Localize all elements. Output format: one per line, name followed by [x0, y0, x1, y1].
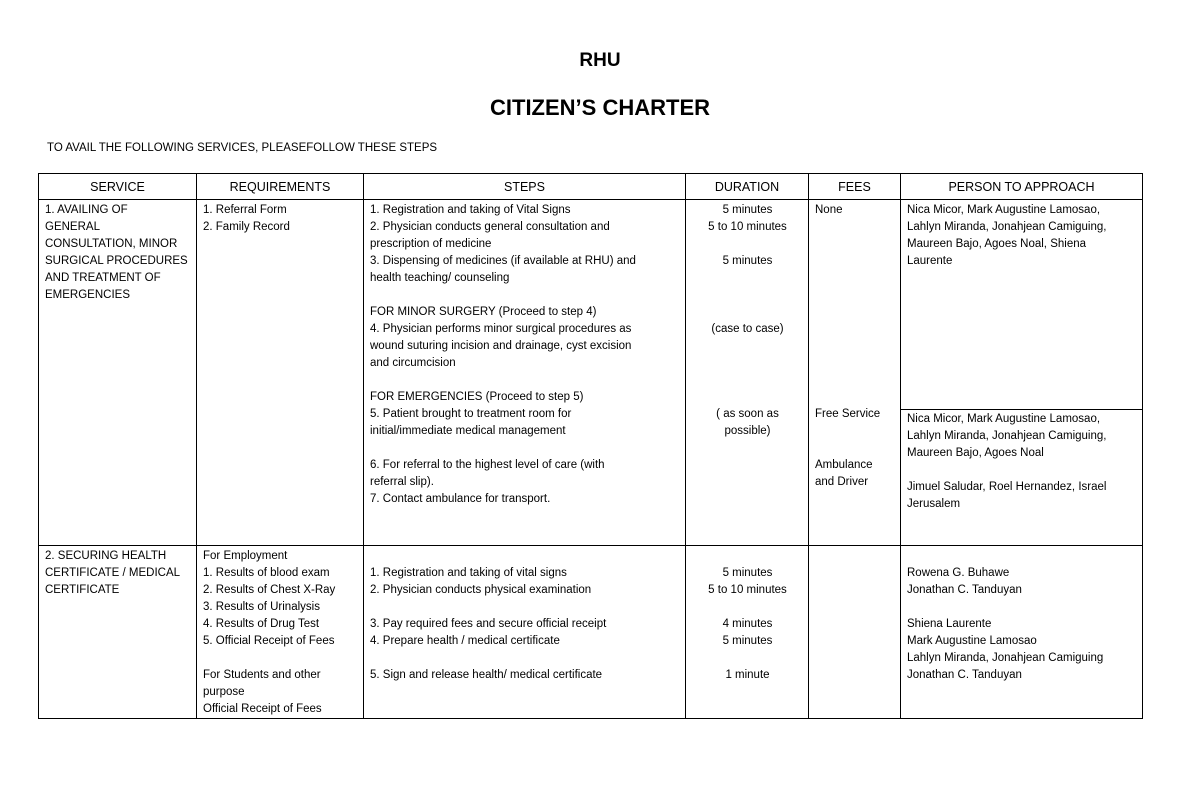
instruction-text: TO AVAIL THE FOLLOWING SERVICES, PLEASEFOLLOW THESE STEPS [47, 142, 438, 154]
cell-line [370, 440, 680, 457]
duration-cell [686, 200, 809, 546]
cell-line [815, 270, 895, 287]
person-lines-top [907, 202, 1137, 270]
person-cell [901, 546, 1143, 719]
cell-line: Jimuel Saludar, Roel Hernandez, Israel [907, 481, 1107, 493]
column-header-duration: DURATION [686, 174, 809, 200]
cell-line: Rowena G. Buhawe [907, 567, 1010, 579]
cell-line [907, 548, 1137, 565]
cell-line: 5 minutes [722, 255, 773, 267]
cell-line [815, 287, 895, 304]
cell-line: None [815, 204, 843, 216]
cell-line: Mark Augustine Lamosao [907, 635, 1037, 647]
cell-line [692, 270, 803, 287]
cell-line [692, 236, 803, 253]
cell-line: For Students and other [203, 669, 321, 681]
cell-line [692, 304, 803, 321]
cell-line: 5. Sign and release health/ medical certificate [370, 669, 603, 681]
cell-line [692, 287, 803, 304]
cell-line: 3. Dispensing of medicines (if available at RHU) and [370, 255, 636, 267]
cell-line [692, 355, 803, 372]
cell-line: 6. For referral to the highest level of care (with [370, 459, 605, 471]
cell-line [370, 548, 680, 565]
cell-line: Jerusalem [907, 498, 961, 510]
steps-lines [370, 548, 680, 684]
cell-line: Nica Micor, Mark Augustine Lamosao, [907, 204, 1101, 216]
requirements-cell [197, 200, 364, 546]
cell-line: Maureen Bajo, Agoes Noal [907, 447, 1044, 459]
cell-line: 5 minutes [722, 567, 773, 579]
cell-line: 2. Results of Chest X-Ray [203, 584, 336, 596]
cell-line: GENERAL [45, 221, 100, 233]
requirements-lines [203, 202, 358, 236]
cell-line: initial/immediate medical management [370, 425, 566, 437]
fees-cell [809, 200, 901, 546]
cell-line [815, 321, 895, 338]
cell-line [692, 548, 803, 565]
person-lines [907, 548, 1137, 684]
cell-line [692, 389, 803, 406]
table-header-row [39, 174, 1143, 200]
cell-line: FOR MINOR SURGERY (Proceed to step 4) [370, 306, 597, 318]
cell-line: 1. Referral Form [203, 204, 287, 216]
cell-line: Laurente [907, 255, 953, 267]
cell-line: 2. SECURING HEALTH [45, 550, 167, 562]
duration-lines [692, 202, 803, 440]
cell-line: FOR EMERGENCIES (Proceed to step 5) [370, 391, 584, 403]
cell-line: and Driver [815, 476, 869, 488]
cell-line: 4 minutes [722, 618, 773, 630]
cell-line [815, 423, 895, 440]
cell-line [815, 440, 895, 457]
cell-line: 4. Physician performs minor surgical procedures as [370, 323, 632, 335]
service-lines [45, 548, 191, 599]
cell-line: Official Receipt of Fees [203, 703, 322, 715]
requirements-cell [197, 546, 364, 719]
cell-line: CERTIFICATE / MEDICAL [45, 567, 181, 579]
cell-line [370, 650, 680, 667]
cell-line: CERTIFICATE [45, 584, 120, 596]
cell-line: EMERGENCIES [45, 289, 130, 301]
cell-line: 5 minutes [722, 635, 773, 647]
cell-line: 1 minute [725, 669, 770, 681]
cell-line: 1. Registration and taking of Vital Signs [370, 204, 571, 216]
cell-line: 7. Contact ambulance for transport. [370, 493, 551, 505]
cell-line: ( as soon as [716, 408, 779, 420]
table-row [39, 546, 1143, 719]
citizens-charter-table [38, 173, 1143, 719]
cell-line: Lahlyn Miranda, Jonahjean Camiguing, [907, 430, 1107, 442]
cell-line: AND TREATMENT OF [45, 272, 161, 284]
cell-line [692, 650, 803, 667]
cell-line [370, 372, 680, 389]
cell-line: purpose [203, 686, 245, 698]
cell-line [692, 372, 803, 389]
person-group-bottom [901, 410, 1142, 517]
cell-line: (case to case) [711, 323, 784, 335]
steps-cell [364, 200, 686, 546]
cell-line: health teaching/ counseling [370, 272, 510, 284]
cell-line: 2. Family Record [203, 221, 290, 233]
person-lines-bottom [907, 411, 1137, 513]
cell-line: possible) [724, 425, 771, 437]
cell-line: 2. Physician conducts general consultation and [370, 221, 610, 233]
cell-line: 4. Results of Drug Test [203, 618, 320, 630]
cell-line: Nica Micor, Mark Augustine Lamosao, [907, 413, 1101, 425]
person-group-top [901, 200, 1142, 410]
cell-line [370, 287, 680, 304]
cell-line: referral slip). [370, 476, 434, 488]
document-subtitle: CITIZEN’S CHARTER [490, 95, 710, 120]
cell-line: SURGICAL PROCEDURES [45, 255, 188, 267]
person-cell [901, 200, 1143, 546]
cell-line: 2. Physician conducts physical examination [370, 584, 592, 596]
column-header-person: PERSON TO APPROACH [901, 174, 1143, 200]
cell-line: 4. Prepare health / medical certificate [370, 635, 560, 647]
cell-line [815, 253, 895, 270]
cell-line [815, 219, 895, 236]
cell-line: 1. Registration and taking of vital signs [370, 567, 567, 579]
cell-line: 5. Patient brought to treatment room for [370, 408, 572, 420]
fees-cell [809, 546, 901, 719]
steps-cell [364, 546, 686, 719]
service-cell [39, 200, 197, 546]
cell-line: Jonathan C. Tanduyan [907, 584, 1022, 596]
cell-line: 3. Pay required fees and secure official receipt [370, 618, 607, 630]
column-header-requirements: REQUIREMENTS [197, 174, 364, 200]
cell-line: Free Service [815, 408, 881, 420]
cell-line: 1. AVAILING OF [45, 204, 128, 216]
cell-line: Shiena Laurente [907, 618, 992, 630]
fees-lines [815, 202, 895, 491]
service-cell [39, 546, 197, 719]
cell-line: wound suturing incision and drainage, cyst excision [370, 340, 632, 352]
cell-line [370, 599, 680, 616]
column-header-service: SERVICE [39, 174, 197, 200]
cell-line [815, 338, 895, 355]
cell-line: and circumcision [370, 357, 456, 369]
cell-line [692, 599, 803, 616]
cell-line: Lahlyn Miranda, Jonahjean Camiguing [907, 652, 1104, 664]
cell-line: Jonathan C. Tanduyan [907, 669, 1022, 681]
cell-line: 5 to 10 minutes [708, 584, 787, 596]
cell-line: Maureen Bajo, Agoes Noal, Shiena [907, 238, 1087, 250]
document-title: RHU [579, 50, 621, 71]
duration-cell [686, 546, 809, 719]
column-header-steps: STEPS [364, 174, 686, 200]
cell-line: 5 minutes [722, 204, 773, 216]
cell-line: 1. Results of blood exam [203, 567, 330, 579]
cell-line: Lahlyn Miranda, Jonahjean Camiguing, [907, 221, 1107, 233]
service-lines [45, 202, 191, 304]
cell-line [907, 462, 1137, 479]
steps-lines [370, 202, 680, 508]
column-header-fees: FEES [809, 174, 901, 200]
cell-line: prescription of medicine [370, 238, 492, 250]
duration-lines [692, 548, 803, 684]
cell-line: Ambulance [815, 459, 873, 471]
cell-line: 5 to 10 minutes [708, 221, 787, 233]
cell-line [815, 304, 895, 321]
cell-line [203, 650, 358, 667]
cell-line [815, 355, 895, 372]
requirements-lines [203, 548, 358, 718]
cell-line [815, 236, 895, 253]
cell-line [815, 389, 895, 406]
cell-line: 3. Results of Urinalysis [203, 601, 320, 613]
cell-line [907, 599, 1137, 616]
cell-line [815, 372, 895, 389]
cell-line: CONSULTATION, MINOR [45, 238, 178, 250]
table-row [39, 200, 1143, 546]
cell-line: For Employment [203, 550, 288, 562]
cell-line: 5. Official Receipt of Fees [203, 635, 335, 647]
cell-line [692, 338, 803, 355]
